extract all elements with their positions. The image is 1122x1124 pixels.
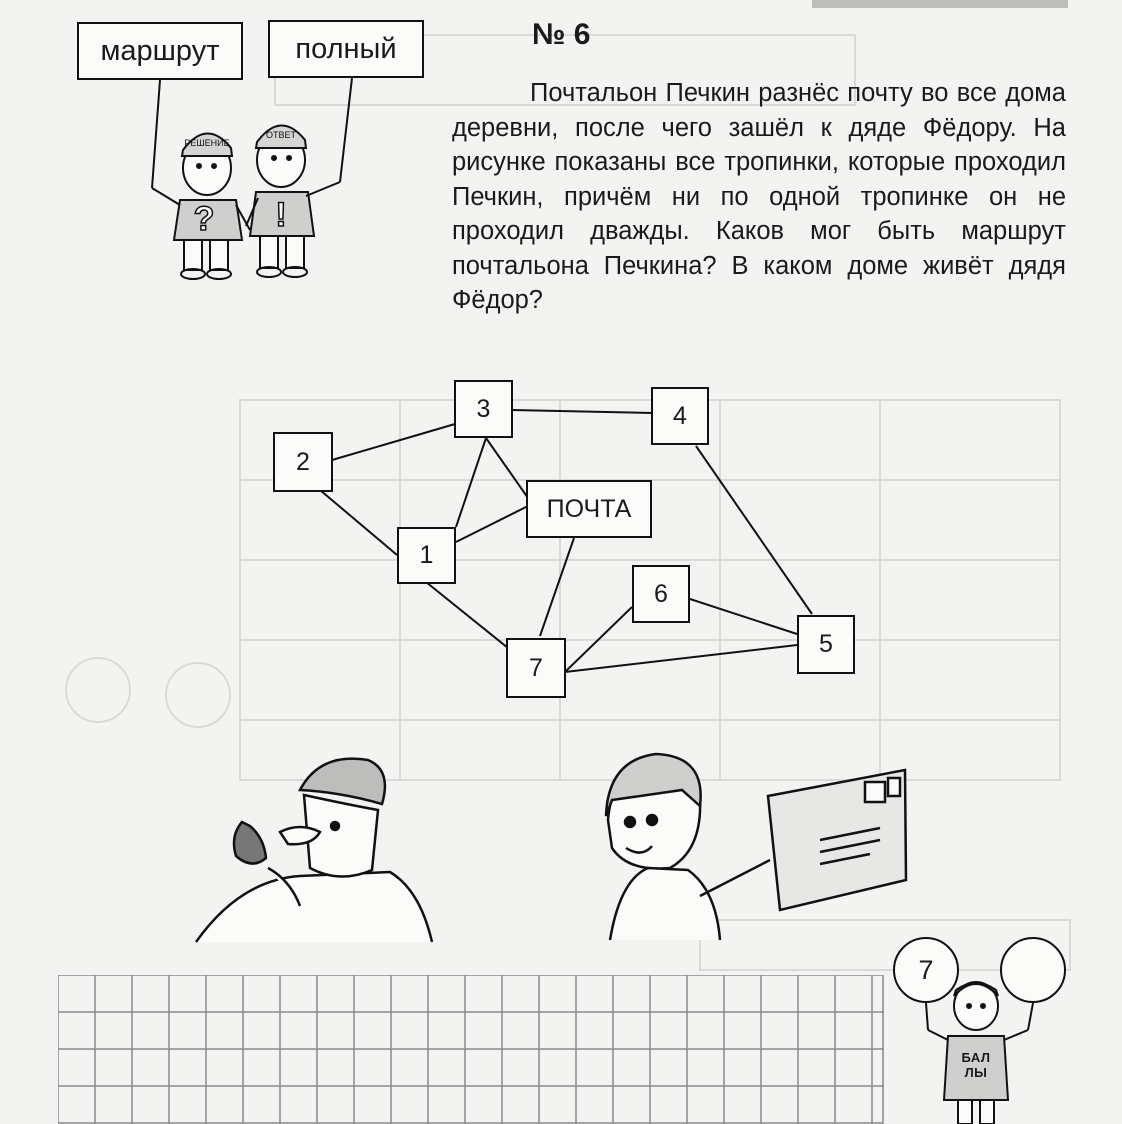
post-office: ПОЧТА: [526, 480, 652, 538]
score-label-line1: БАЛ: [961, 1050, 991, 1065]
question-mark-glyph: ?: [193, 200, 215, 238]
cap-label-right: ОТВЕТ: [265, 130, 297, 140]
house-2: 2: [273, 432, 333, 492]
score-label: [958, 1050, 994, 1080]
route-sign: маршрут: [77, 22, 243, 80]
house-4: 4: [651, 387, 709, 445]
exclamation-mark-glyph: !: [275, 196, 287, 234]
score-label-line2: ЛЫ: [964, 1065, 988, 1080]
house-7: 7: [506, 638, 566, 698]
problem-text: Почтальон Печкин разнёс почту во все дома деревни, после чего зашёл к дяде Фёдору. На рисунке показаны все тропинки, которые проходил Печкин, причём ни по одной тропинке он не проходил дважды. Каков мог быть маршрут почтальона Печкина? В каком доме живёт дядя Фёдор?: [452, 79, 1066, 314]
house-1: 1: [397, 527, 456, 584]
full-sign: полный: [268, 20, 424, 78]
problem-number: № 6: [532, 18, 591, 51]
score-points: 7: [893, 937, 959, 1003]
cap-label-left: РЕШЕНИЕ: [184, 138, 230, 148]
house-5: 5: [797, 615, 855, 674]
house-3: 3: [454, 380, 513, 438]
house-6: 6: [632, 565, 690, 623]
